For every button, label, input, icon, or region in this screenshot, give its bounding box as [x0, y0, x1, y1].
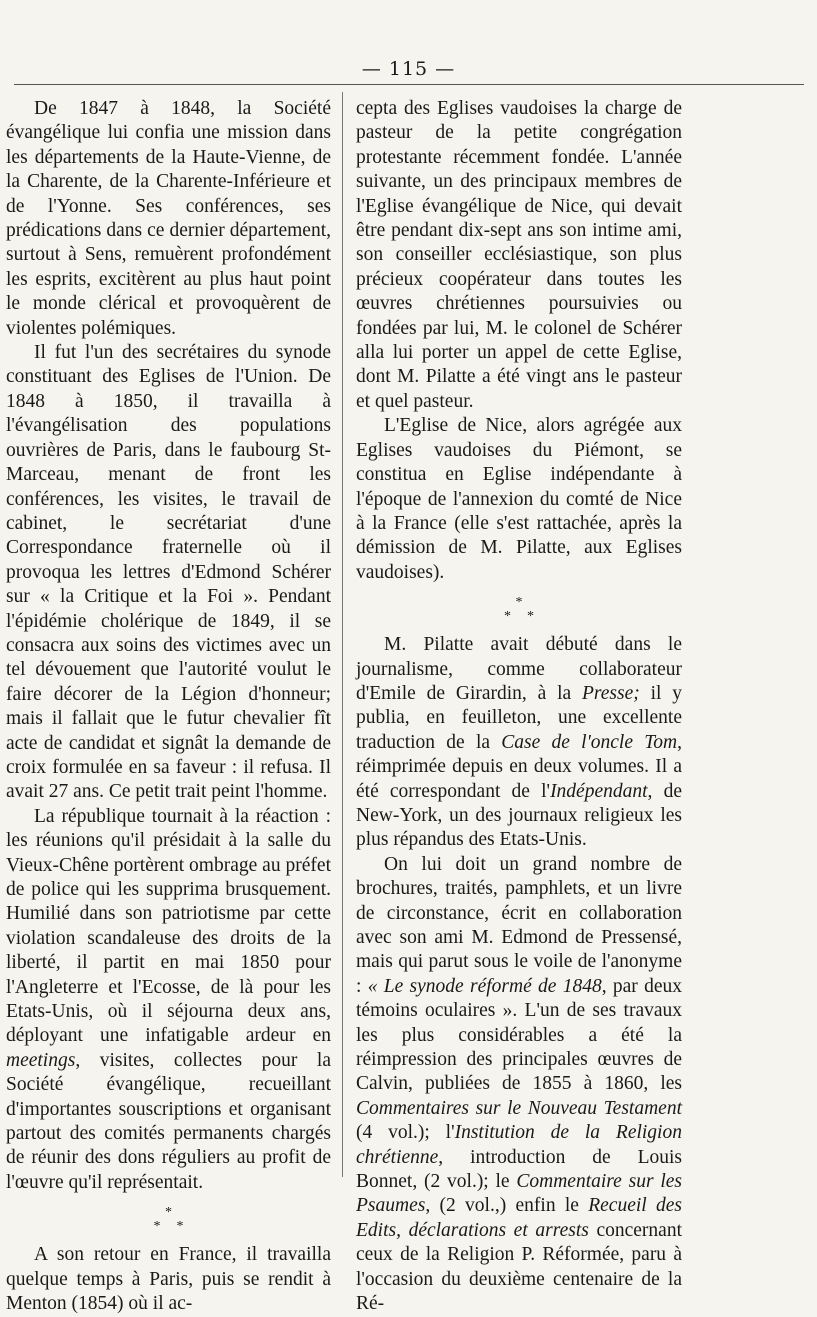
paragraph-mission: De 1847 à 1848, la Société évangélique lui confia une mission dans les départements de la Haute-Vienne, de la Charente, de la Charente-Inférieure et de l'Yonne. Ses conférences, ses prédications dans ce dernier département, surtout à Sens, remuèrent profondément les esprits, excitèrent au plus haut point le monde clérical et provoquèrent de violentes polémiques. [6, 98, 331, 339]
text-run: , introduction de Louis Bonnet, (2 vol.); le [356, 1146, 682, 1193]
paragraph-publications [356, 853, 682, 1317]
text-run: , de New-York, un des journaux religieux les plus répandus des Etats-Unis. [356, 780, 683, 851]
text-run: La république tournait à la réaction : les réunions qu'il présidait à la salle du Vieux-Chêne portèrent ombrage au préfet de police qui les supprima brusquement. Humilié dans son patriotisme par cette violation scandaleuse des droits de la liberté, il partit en mai 1850 pour l'Angleterre et l'Ecosse, de là pour les Etats-Unis, où il séjourna deux ans, déployant une infatigable ardeur en [6, 805, 331, 1047]
text-run: concernant ceux de la Religion P. Réformée, paru à l'occasion du deuxième centenaire de la Ré- [356, 1219, 682, 1315]
header-rule [14, 84, 804, 85]
text-run: , par deux témoins oculaires ». L'un de ses travaux les plus considérables a été la réimpression des principales œuvres de Calvin, publiées de 1855 à 1860, les [356, 975, 682, 1095]
paragraph-retour: A son retour en France, il travailla quelque temps à Paris, puis se rendit à Menton (1854) où il ac- [6, 1244, 331, 1315]
paragraph-eglise-nice: L'Eglise de Nice, alors agrégée aux Eglises vaudoises du Piémont, se constitua en Eglise indépendante à l'époque de l'annexion du comté de Nice à la France (elle s'est rattachée, après la démission de M. Pilatte, aux Eglises vaudoises). [356, 415, 682, 583]
section-separator [356, 585, 682, 633]
italic-text: Commentaires sur le Nouveau Testament [356, 1097, 682, 1119]
asterisk-ornament-pair [6, 1220, 331, 1234]
asterisk: * [153, 1219, 177, 1235]
asterisk: * [504, 609, 527, 625]
italic-text: Case de l'oncle Tom [501, 731, 678, 753]
page-number: — 115 — [361, 58, 456, 80]
right-column [356, 97, 682, 1317]
asterisk-ornament: * [165, 1205, 172, 1221]
italic-text: Presse; [582, 682, 640, 704]
italic-text: Commentaire sur les Psaumes [356, 1171, 682, 1217]
text-run: , réimprimée depuis en deux volumes. Il a été correspondant de l' [356, 731, 682, 802]
text-run: , visites, collectes pour la Société évangélique, recueillant d'importantes souscriptions et organisant partout des comités permanents chargés de réunir des dons réguliers au profit de l'œuvre qu'il représentait. [6, 1049, 331, 1193]
italic-text: meetings [6, 1049, 76, 1071]
asterisk: * [176, 1219, 200, 1235]
italic-text: Indépendant [550, 780, 648, 802]
paragraph-journalisme [356, 633, 682, 853]
text-run: , (2 vol.,) enfin le [425, 1195, 589, 1217]
left-column [6, 97, 331, 1317]
italic-text: Recueil des Edits, déclarations et arrests [356, 1195, 682, 1241]
asterisk-ornament: * [515, 595, 523, 611]
italic-text: « Le synode réformé de 1848 [367, 975, 602, 997]
text-run: il y publia, en feuilleton, une excellente traduction de la [356, 682, 682, 753]
asterisk-ornament-pair [356, 610, 682, 624]
italic-text: Institution de la Religion chrétienne [356, 1122, 682, 1168]
asterisk: * [527, 609, 550, 625]
text-run: (4 vol.); l' [356, 1122, 455, 1144]
paragraph-republique [6, 805, 331, 1196]
paragraph-menton: cepta des Eglises vaudoises la charge de pasteur de la petite congrégation protestante récemment fondée. L'année suivante, un des principaux membres de l'Eglise évangélique de Nice, qui devait être pendant dix-sept ans son intime ami, son conseiller ecclésiastique, son plus précieux coopérateur dans toutes les œuvres chrétiennes poursuivies ou fondées par lui, M. le colonel de Schérer alla lui porter un appel de cette Eglise, dont M. Pilatte a été vingt ans le pasteur et quel pasteur. [356, 98, 682, 412]
text-run: M. Pilatte avait débuté dans le journalisme, comme collaborateur d'Emile de Girardin, à la [356, 634, 682, 704]
paragraph-synode: Il fut l'un des secrétaires du synode constituant des Eglises de l'Union. De 1848 à 1850, il travailla à l'évangélisation des populations ouvrières de Paris, dans le faubourg St-Marceau, menant de front les conférences, les visites, le travail de cabinet, le secrétariat d'une Correspondance fraternelle où il provoqua les lettres d'Edmond Schérer sur « la Critique et la Foi ». Pendant l'épidémie cholérique de 1849, il se consacra aux soins des victimes avec un tel dévouement que l'autorité voulut le faire décorer de la Légion d'honneur; mais il fallait que le futur chevalier fît acte de candidat et signât la demande de croix formulée en sa faveur : il refusa. Il avait 27 ans. Ce petit trait peint l'homme. [6, 342, 331, 803]
section-separator [6, 1195, 331, 1243]
text-run: On lui doit un grand nombre de brochures, traités, pamphlets, et un livre de circonstance, écrit en collaboration avec son ami M. Edmond de Pressensé, mais qui parut sous le voile de l'anonyme : [356, 853, 682, 997]
column-divider [342, 92, 343, 1177]
